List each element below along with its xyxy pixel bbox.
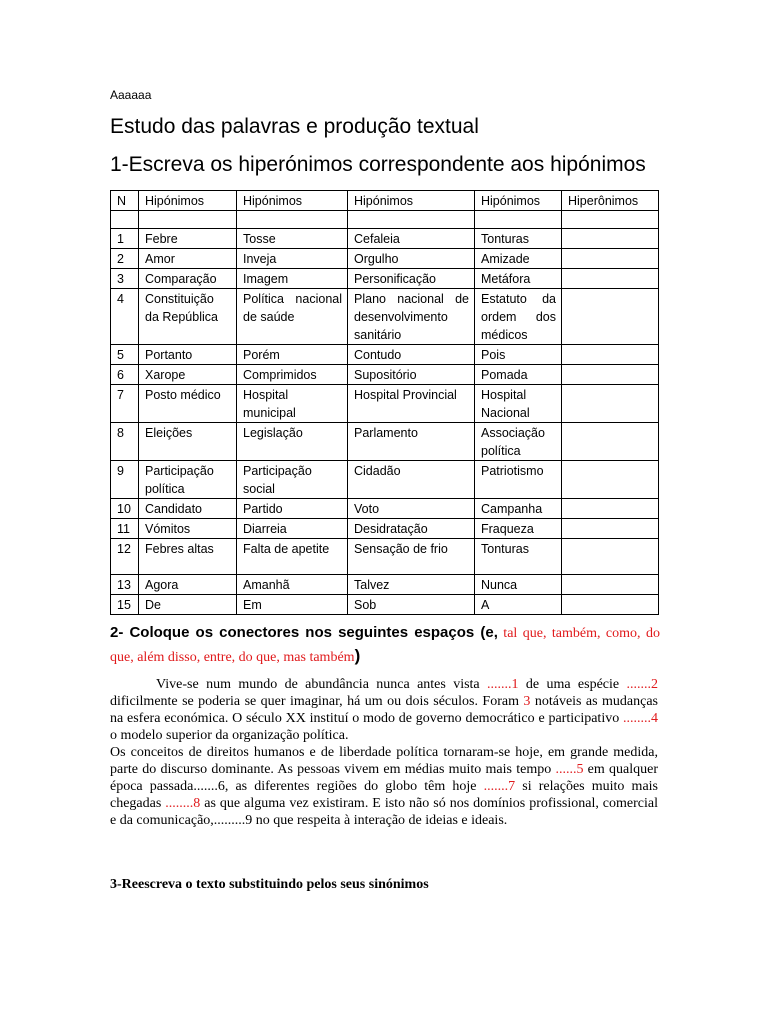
question-2-heading <box>110 622 660 669</box>
table-cell: Hospital municipal <box>237 385 348 423</box>
table-cell <box>237 211 348 229</box>
table-cell: 4 <box>111 289 139 345</box>
table-cell: Tonturas <box>475 229 562 249</box>
table-cell: 7 <box>111 385 139 423</box>
table-cell: Posto médico <box>139 385 237 423</box>
paragraph-text: dificilmente se poderia se quer imaginar, há um ou dois séculos. Foram <box>110 694 524 709</box>
table-cell <box>562 249 659 269</box>
table-cell: Xarope <box>139 365 237 385</box>
table-cell: Participação social <box>237 461 348 499</box>
table-cell: Pois <box>475 345 562 365</box>
paragraph-text: Vive-se num mundo de abundância nunca antes vista <box>156 677 488 692</box>
table-cell <box>562 519 659 539</box>
table-cell: 8 <box>111 423 139 461</box>
blank-placeholder: .......7 <box>483 779 516 794</box>
table-row <box>111 519 659 539</box>
table-cell: Partido <box>237 499 348 519</box>
table-cell: Talvez <box>348 575 475 595</box>
table-cell: Cefaleia <box>348 229 475 249</box>
table-cell <box>348 211 475 229</box>
table-row <box>111 211 659 229</box>
author-name: Aaaaaa <box>110 88 152 102</box>
table-cell <box>562 539 659 575</box>
table-cell: 13 <box>111 575 139 595</box>
table-cell: 11 <box>111 519 139 539</box>
table-header-cell: Hiperônimos <box>562 191 659 211</box>
table-cell: 10 <box>111 499 139 519</box>
table-row <box>111 229 659 249</box>
table-cell <box>562 229 659 249</box>
table-cell: Amanhã <box>237 575 348 595</box>
exercise-paragraph <box>110 676 658 829</box>
table-row <box>111 269 659 289</box>
table-cell: Sob <box>348 595 475 615</box>
table-cell: Diarreia <box>237 519 348 539</box>
table-cell: Cidadão <box>348 461 475 499</box>
table-header-cell: Hipónimos <box>475 191 562 211</box>
table-cell: Voto <box>348 499 475 519</box>
table-cell: Portanto <box>139 345 237 365</box>
table-cell: Orgulho <box>348 249 475 269</box>
table-row <box>111 289 659 345</box>
table-cell <box>562 365 659 385</box>
table-cell: Febres altas <box>139 539 237 575</box>
table-cell: Hospital Provincial <box>348 385 475 423</box>
table-cell: Legislação <box>237 423 348 461</box>
table-cell: Comprimidos <box>237 365 348 385</box>
table-cell: Vómitos <box>139 519 237 539</box>
table-cell <box>139 211 237 229</box>
table-cell: Sensação de frio <box>348 539 475 575</box>
table-cell: Eleições <box>139 423 237 461</box>
table-cell <box>562 269 659 289</box>
paragraph-1 <box>110 676 658 744</box>
connector-options: tal que, também, como, do que, além disso, entre, do que, mas também <box>110 626 660 665</box>
table-cell: Comparação <box>139 269 237 289</box>
blank-placeholder: ........4 <box>623 711 658 726</box>
table-cell <box>562 289 659 345</box>
table-cell: Febre <box>139 229 237 249</box>
table-cell: Imagem <box>237 269 348 289</box>
table-cell <box>562 385 659 423</box>
table-cell <box>562 461 659 499</box>
table-cell: 15 <box>111 595 139 615</box>
question-3-heading: 3-Reescreva o texto substituindo pelos seus sinónimos <box>110 877 429 892</box>
table-row <box>111 365 659 385</box>
table-row <box>111 595 659 615</box>
table-cell: 12 <box>111 539 139 575</box>
table-cell: Desidratação <box>348 519 475 539</box>
table-cell: Estatuto da ordem dos médicos <box>475 289 562 345</box>
table-cell: 6 <box>111 365 139 385</box>
table-header-row <box>111 191 659 211</box>
paragraph-2 <box>110 744 658 829</box>
table-cell <box>562 499 659 519</box>
table-cell <box>562 423 659 461</box>
table-cell: A <box>475 595 562 615</box>
table-cell: Candidato <box>139 499 237 519</box>
blank-placeholder: .......2 <box>626 677 658 692</box>
table-header-cell: N <box>111 191 139 211</box>
table-cell: Supositório <box>348 365 475 385</box>
table-cell: 3 <box>111 269 139 289</box>
document-title: Estudo das palavras e produção textual <box>110 115 479 138</box>
paragraph-text: si relações muito mais chegadas <box>110 779 658 811</box>
table-row <box>111 249 659 269</box>
paragraph-text: notáveis as mudanças na esfera económica. O século XX instituí o modo de governo democrático e participativo <box>110 694 658 726</box>
table-cell: Fraqueza <box>475 519 562 539</box>
question-2-label: 2- Coloque os conectores nos seguintes espaços (e, <box>110 624 498 641</box>
table-row <box>111 461 659 499</box>
paragraph-text: de uma espécie <box>518 677 627 692</box>
table-cell: Em <box>237 595 348 615</box>
question-1-heading: 1-Escreva os hiperónimos correspondente aos hipónimos <box>110 153 646 176</box>
table-cell: 1 <box>111 229 139 249</box>
table-cell <box>562 575 659 595</box>
table-cell: De <box>139 595 237 615</box>
table-cell: Agora <box>139 575 237 595</box>
table-cell <box>562 211 659 229</box>
table-cell: Falta de apetite <box>237 539 348 575</box>
table-row <box>111 499 659 519</box>
hyponyms-table <box>110 190 659 615</box>
table-header-cell: Hipónimos <box>139 191 237 211</box>
table-cell: Associação política <box>475 423 562 461</box>
paragraph-text: Os conceitos de direitos humanos e de liberdade política tornaram-se hoje, em grande medida, parte do discurso dominante. As pessoas vivem em médias muito mais tempo <box>110 745 658 777</box>
table-cell <box>562 345 659 365</box>
table-cell: Metáfora <box>475 269 562 289</box>
table-cell: Plano nacional de desenvolvimento sanitário <box>348 289 475 345</box>
table-cell <box>475 211 562 229</box>
table-cell: 9 <box>111 461 139 499</box>
blank-placeholder: .......1 <box>487 677 519 692</box>
table-cell: Porém <box>237 345 348 365</box>
paragraph-text: em qualquer época passada.......6, as diferentes regiões do globo têm hoje <box>110 762 659 794</box>
paragraph-text: o modelo superior da organização política. <box>110 728 349 743</box>
table-row <box>111 539 659 575</box>
closing-parenthesis: ) <box>354 646 361 665</box>
table-cell: Pomada <box>475 365 562 385</box>
table-cell: Amizade <box>475 249 562 269</box>
table-cell: Amor <box>139 249 237 269</box>
table-cell: Inveja <box>237 249 348 269</box>
paragraph-text: as que alguma vez existiram. E isto não só nos domínios profissional, comercial e da comunicação,.........9 no que respeita à interação de ideias e ideais. <box>110 796 658 828</box>
table-cell: Constituição da República <box>139 289 237 345</box>
table-cell: Hospital Nacional <box>475 385 562 423</box>
table-row <box>111 423 659 461</box>
blank-placeholder: 3 <box>523 694 531 709</box>
table-header-cell: Hipónimos <box>348 191 475 211</box>
table-cell: Patriotismo <box>475 461 562 499</box>
table-cell: Campanha <box>475 499 562 519</box>
blank-placeholder: ......5 <box>555 762 584 777</box>
table-cell: Personificação <box>348 269 475 289</box>
table-cell: Tosse <box>237 229 348 249</box>
table-cell: Política nacional de saúde <box>237 289 348 345</box>
table-cell: 5 <box>111 345 139 365</box>
table-cell: Participação política <box>139 461 237 499</box>
table-row <box>111 575 659 595</box>
table-cell: 2 <box>111 249 139 269</box>
table-row <box>111 385 659 423</box>
table-cell: Nunca <box>475 575 562 595</box>
table-cell <box>562 595 659 615</box>
table-cell <box>111 211 139 229</box>
table-row <box>111 345 659 365</box>
table-header-cell: Hipónimos <box>237 191 348 211</box>
table-cell: Parlamento <box>348 423 475 461</box>
table-cell: Tonturas <box>475 539 562 575</box>
blank-placeholder: ........8 <box>165 796 201 811</box>
table-cell: Contudo <box>348 345 475 365</box>
